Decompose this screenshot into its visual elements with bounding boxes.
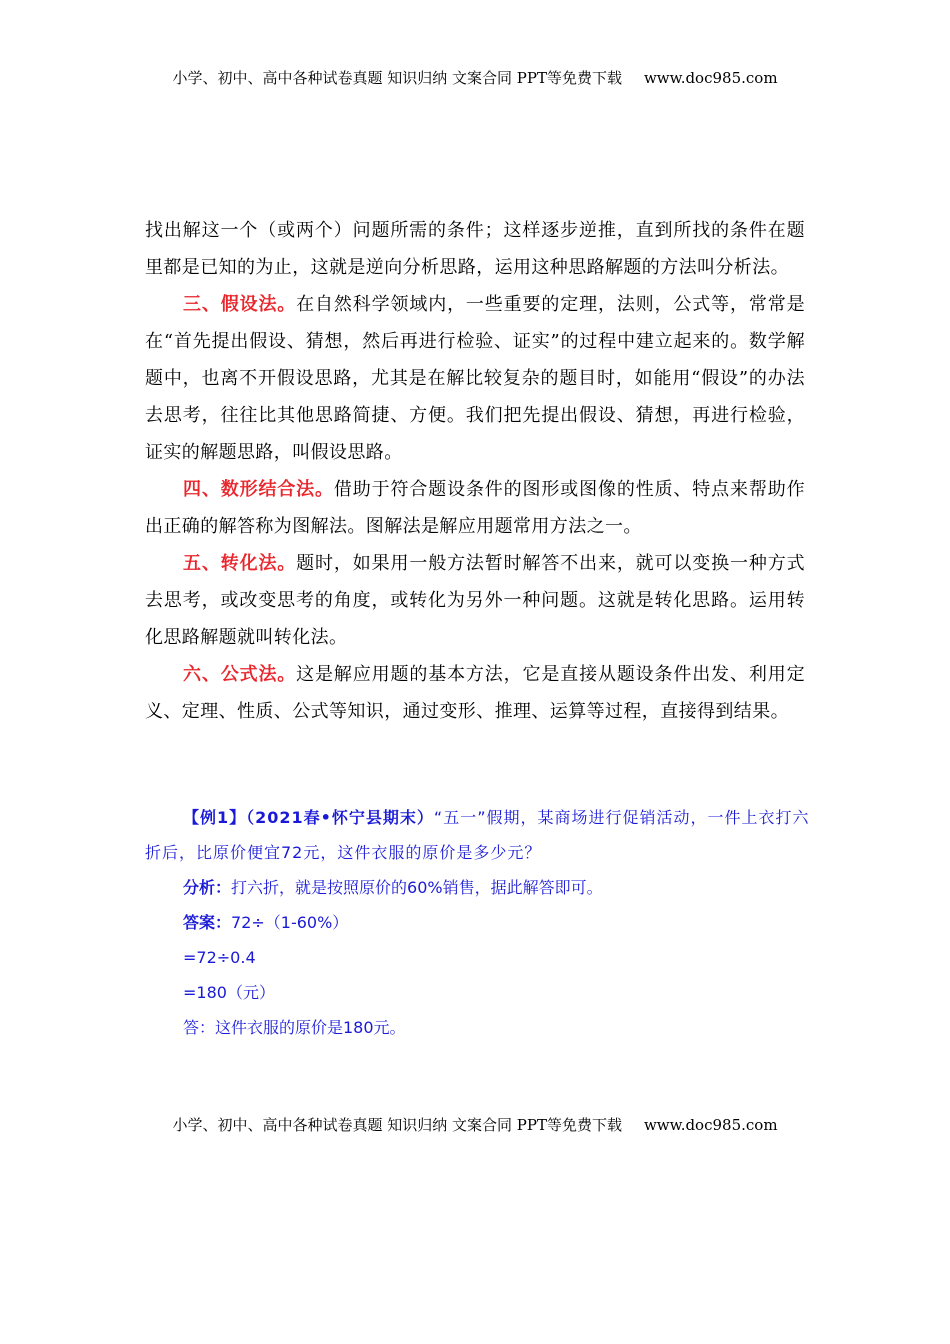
answer-step-3: =180（元）: [183, 983, 275, 1002]
paragraph-analysis-method: 找出解这一个（或两个）问题所需的条件；这样逐步逆推，直到所找的条件在题里都是已知的为止，这就是逆向分析思路，运用这种思路解题的方法叫分析法。: [145, 220, 805, 278]
analysis-label: 分析：: [183, 878, 232, 897]
footer-url[interactable]: www.doc985.com: [643, 1116, 778, 1134]
example-question: [145, 800, 810, 870]
heading-formula-method: 六、公式法。: [183, 664, 297, 685]
document-body: [145, 212, 805, 730]
analysis-text: 打六折，就是按照原价的60%销售，据此解答即可。: [231, 878, 603, 897]
heading-assumption-method: 三、假设法。: [183, 294, 297, 315]
header-text: 小学、初中、高中各种试卷真题 知识归纳 文案合同 PPT等免费下载: [172, 69, 622, 87]
answer-conclusion: 答：这件衣服的原价是180元。: [183, 1018, 406, 1037]
footer-text: 小学、初中、高中各种试卷真题 知识归纳 文案合同 PPT等免费下载: [172, 1116, 622, 1134]
example-label: 【例1】（2021春•怀宁县期末）: [183, 808, 434, 827]
answer-text: 72÷（1-60%）: [231, 913, 349, 932]
page-footer: [0, 1115, 950, 1135]
text-assumption-method: 在自然科学领域内，一些重要的定理，法则，公式等，常常是在“首先提出假设、猜想，然后再进行检验、证实”的过程中建立起来的。数学解题中，也离不开假设思路，尤其是在解比较复杂的题目时，如能用“假设”的办法去思考，往往比其他思路简捷、方便。我们把先提出假设、猜想，再进行检验，证实的解题思路，叫假设思路。: [145, 294, 805, 463]
example-answer: [145, 905, 810, 940]
paragraph-formula-method: [145, 656, 805, 730]
text-formula-method: 这是解应用题的基本方法，它是直接从题设条件出发、利用定义、定理、性质、公式等知识，通过变形、推理、运算等过程，直接得到结果。: [145, 664, 805, 722]
heading-graph-method: 四、数形结合法。: [183, 479, 334, 500]
answer-label: 答案：: [183, 913, 232, 932]
paragraph-assumption-method: [145, 286, 805, 471]
answer-step-2: =72÷0.4: [183, 948, 256, 967]
paragraph-graph-method: [145, 471, 805, 545]
example-block: [145, 800, 810, 1045]
page-header: [0, 68, 950, 88]
paragraph-transform-method: [145, 545, 805, 656]
example-question-text: “五一”假期，某商场进行促销活动，一件上衣打六折后，比原价便宜72元，这件衣服的原价是多少元？: [145, 808, 810, 862]
header-url[interactable]: www.doc985.com: [643, 69, 778, 87]
example-analysis: [145, 870, 810, 905]
text-graph-method: 借助于符合题设条件的图形或图像的性质、特点来帮助作出正确的解答称为图解法。图解法是解应用题常用方法之一。: [145, 479, 806, 537]
text-transform-method: 题时，如果用一般方法暂时解答不出来，就可以变换一种方式去思考，或改变思考的角度，或转化为另外一种问题。这就是转化思路。运用转化思路解题就叫转化法。: [145, 553, 805, 648]
heading-transform-method: 五、转化法。: [183, 553, 297, 574]
